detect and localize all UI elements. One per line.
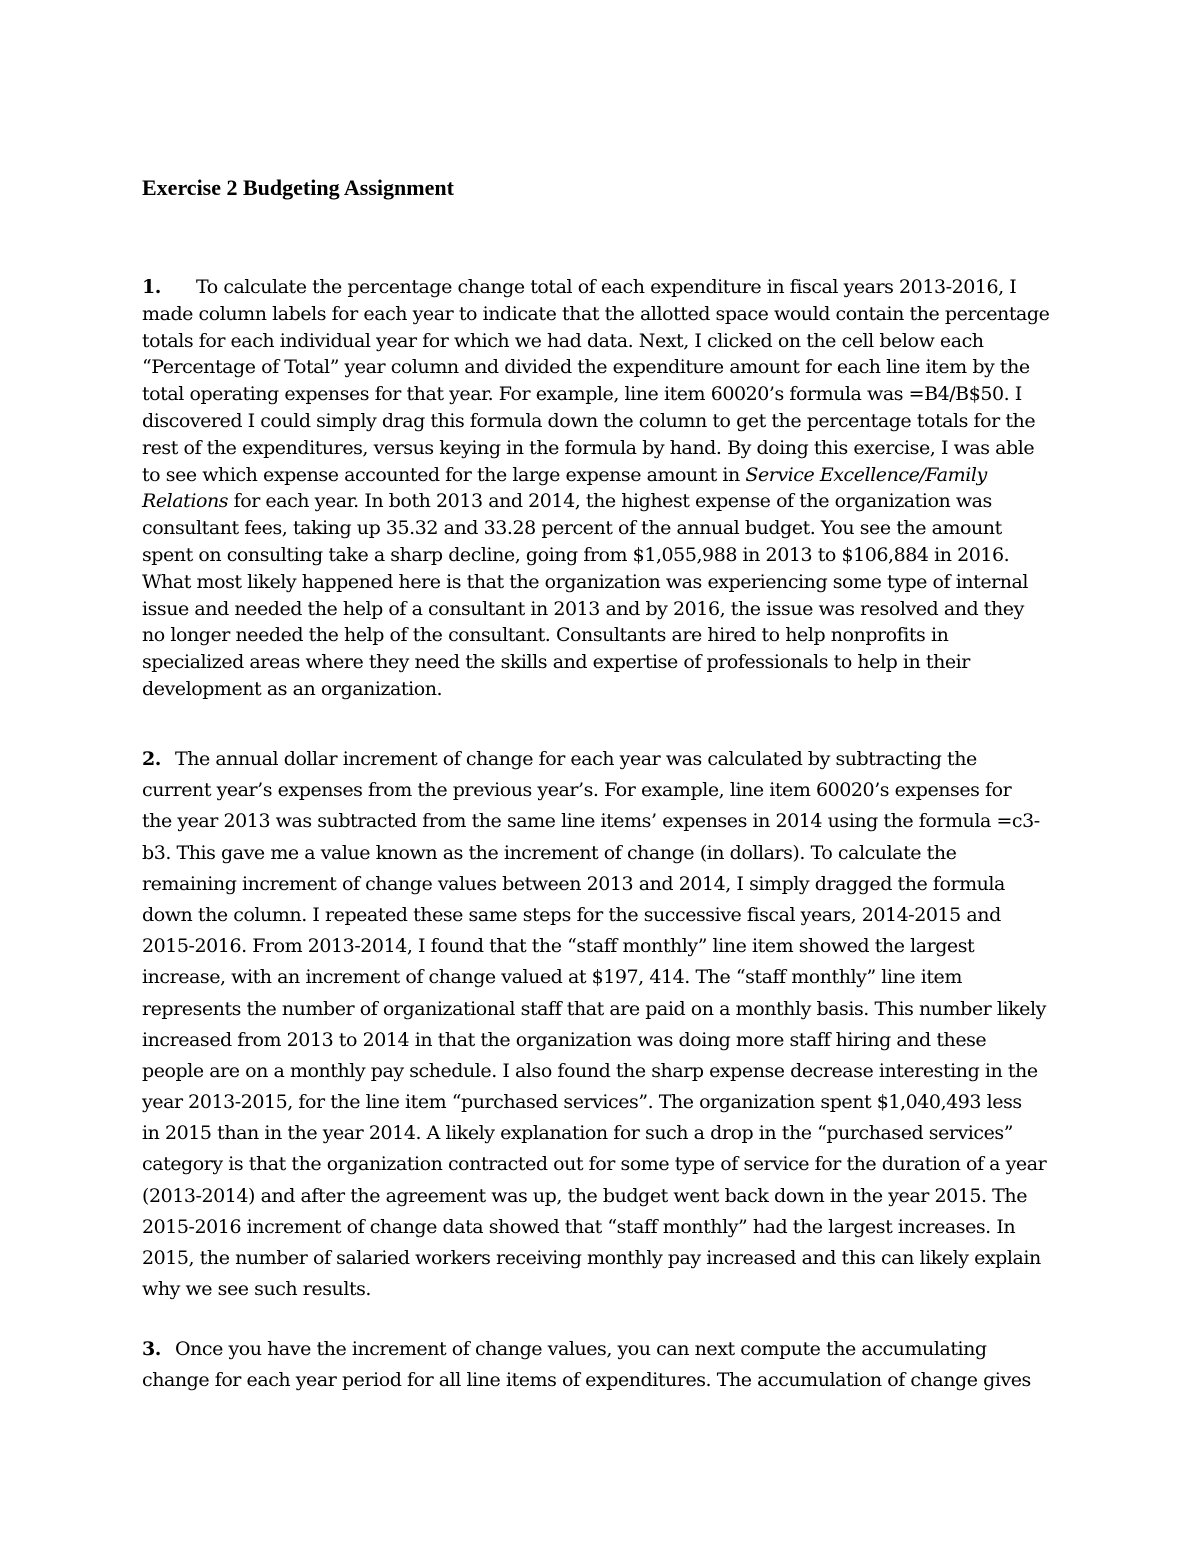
text-line: 2. The annual dollar increment of change for each year was calculated by subtracting the bbox=[142, 744, 1062, 775]
text-line: 1. To calculate the percentage change total of each expenditure in fiscal years 2013-2016, I bbox=[142, 274, 1062, 301]
text-line: why we see such results. bbox=[142, 1278, 372, 1301]
text-line: increased from 2013 to 2014 in that the organization was doing more staff hiring and these bbox=[142, 1028, 987, 1051]
section-1-paragraph bbox=[142, 274, 1062, 703]
text-line: total operating expenses for that year. For example, line item 60020’s formula was =B4/B$50. I bbox=[142, 383, 1022, 406]
text-line: (2013-2014) and after the agreement was up, the budget went back down in the year 2015. The bbox=[142, 1184, 1027, 1207]
section-number: 2. bbox=[142, 748, 161, 770]
italic-term: Service Excellence/Family bbox=[745, 463, 987, 486]
text-line: remaining increment of change values between 2013 and 2014, I simply dragged the formula bbox=[142, 872, 1005, 895]
text-line: increase, with an increment of change valued at $197, 414. The “staff monthly” line item bbox=[142, 966, 962, 989]
text-line: consultant fees, taking up 35.32 and 33.28 percent of the annual budget. You see the amount bbox=[142, 517, 1002, 540]
section-3-paragraph bbox=[142, 1334, 1062, 1396]
text-line: down the column. I repeated these same steps for the successive fiscal years, 2014-2015 and bbox=[142, 903, 1001, 926]
text-line: 2015-2016 increment of change data showed that “staff monthly” had the largest increases. In bbox=[142, 1215, 1016, 1238]
text-line: specialized areas where they need the skills and expertise of professionals to help in their bbox=[142, 651, 970, 674]
text-line: to see which expense accounted for the large expense amount in Service Excellence/Family bbox=[142, 463, 987, 486]
text-line: issue and needed the help of a consultant in 2013 and by 2016, the issue was resolved and they bbox=[142, 597, 1024, 620]
text-line: current year’s expenses from the previous year’s. For example, line item 60020’s expenses for bbox=[142, 779, 1012, 802]
text-line: rest of the expenditures, versus keying in the formula by hand. By doing this exercise, I was able bbox=[142, 436, 1035, 459]
text-line: discovered I could simply drag this formula down the column to get the percentage totals for the bbox=[142, 409, 1036, 432]
text-line: development as an organization. bbox=[142, 677, 443, 700]
text-line: 3. Once you have the increment of change values, you can next compute the accumulating bbox=[142, 1334, 1062, 1365]
text-line: b3. This gave me a value known as the increment of change (in dollars). To calculate the bbox=[142, 841, 957, 864]
text-line: 2015-2016. From 2013-2014, I found that the “staff monthly” line item showed the largest bbox=[142, 935, 975, 958]
text-line: Relations for each year. In both 2013 and 2014, the highest expense of the organization was bbox=[142, 490, 992, 513]
text-line: made column labels for each year to indicate that the allotted space would contain the percentage bbox=[142, 302, 1050, 325]
section-number: 3. bbox=[142, 1338, 161, 1360]
section-2-paragraph bbox=[142, 744, 1062, 1305]
italic-term: Relations bbox=[142, 490, 229, 513]
section-number: 1. bbox=[142, 276, 161, 298]
text-line: What most likely happened here is that the organization was experiencing some type of internal bbox=[142, 570, 1029, 593]
text-line: totals for each individual year for which we had data. Next, I clicked on the cell below each bbox=[142, 329, 984, 352]
text-line: year 2013-2015, for the line item “purchased services”. The organization spent $1,040,493 less bbox=[142, 1091, 1022, 1114]
text-line: in 2015 than in the year 2014. A likely explanation for such a drop in the “purchased services” bbox=[142, 1122, 1013, 1145]
text-line: 2015, the number of salaried workers receiving monthly pay increased and this can likely explain bbox=[142, 1247, 1041, 1269]
text-line: no longer needed the help of the consultant. Consultants are hired to help nonprofits in bbox=[142, 624, 949, 647]
text-line: represents the number of organizational staff that are paid on a monthly basis. This number likely bbox=[142, 997, 1046, 1020]
text-line: category is that the organization contracted out for some type of service for the duration of a year bbox=[142, 1153, 1047, 1176]
text-line: change for each year period for all line items of expenditures. The accumulation of change gives bbox=[142, 1369, 1031, 1392]
text-line: “Percentage of Total” year column and divided the expenditure amount for each line item by the bbox=[142, 356, 1030, 379]
text-line: the year 2013 was subtracted from the same line items’ expenses in 2014 using the formula =c3- bbox=[142, 810, 1040, 833]
text-line: people are on a monthly pay schedule. I also found the sharp expense decrease interesting in the bbox=[142, 1059, 1038, 1082]
document-title: Exercise 2 Budgeting Assignment bbox=[142, 175, 454, 200]
text-line: spent on consulting take a sharp decline, going from $1,055,988 in 2013 to $106,884 in 2016. bbox=[142, 543, 1010, 566]
